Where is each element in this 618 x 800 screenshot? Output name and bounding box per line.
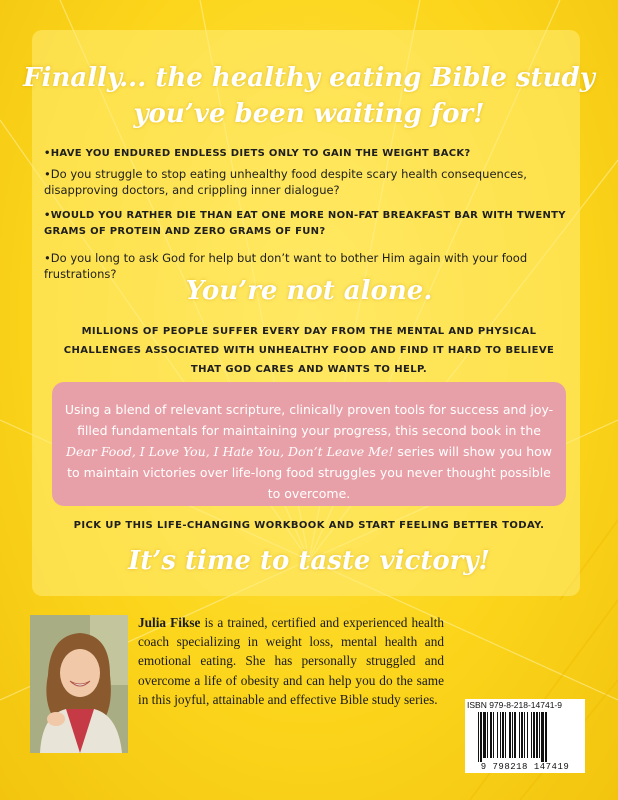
- barcode-bar: [487, 712, 488, 758]
- author-bio: [138, 613, 444, 709]
- bullet-breakfast-bar: •WOULD YOU RATHER DIE THAN EAT ONE MORE NON-FAT BREAKFAST BAR WITH TWENTY GRAMS OF PROTEIN AND ZERO GRAMS OF FUN?: [44, 210, 566, 237]
- barcode-bar: [541, 712, 544, 762]
- not-alone-heading: You’re not alone.: [185, 276, 433, 306]
- barcode-bar: [500, 712, 501, 758]
- barcode-bar: [478, 712, 479, 762]
- author-name: Julia Fikse: [138, 615, 201, 630]
- barcode-bar: [514, 712, 516, 758]
- headline-line-2: you’ve been waiting for!: [133, 99, 485, 129]
- barcode-bar: [480, 712, 482, 762]
- barcode-bar: [490, 712, 492, 758]
- barcode-bar: [539, 712, 540, 758]
- author-photo-illustration: [30, 615, 128, 753]
- pink-callout-intro: Using a blend of relevant scripture, clinically proven tools for success and joy-filled fundamentals for maintaining your progress, this second book in the: [64, 402, 554, 438]
- barcode-bar: [527, 712, 528, 758]
- barcode-bar: [536, 712, 538, 758]
- barcode-bars: [478, 712, 576, 762]
- series-title: Dear Food, I Love You, I Hate You, Don’t Leave Me!: [66, 444, 394, 459]
- barcode-bar: [519, 712, 520, 758]
- bullet-ask-god: •Do you long to ask God for help but don’t want to bother Him again with your food frustrations?: [44, 251, 528, 281]
- author-bio-text: is a trained, certified and experienced health coach specializing in weight loss, mental health and emotional eating. She has personally struggled and overcome a life of obesity and can help you do the same in this joyful, attainable and effective Bible study series.: [138, 615, 444, 707]
- pink-callout-text: [62, 399, 556, 504]
- millions-paragraph: MILLIONS OF PEOPLE SUFFER EVERY DAY FROM THE MENTAL AND PHYSICAL CHALLENGES ASSOCIATED WITH UNHEALTHY FOOD AND FIND IT HARD TO BELIEVE THAT GOD CARES AND WANTS TO HELP.: [63, 326, 555, 375]
- barcode-bar: [483, 712, 486, 758]
- victory-heading: It’s time to taste victory!: [128, 546, 490, 576]
- barcode-bar: [512, 712, 513, 758]
- barcode-bar: [497, 712, 498, 758]
- headline: [0, 60, 618, 132]
- barcode-bar: [545, 712, 547, 762]
- barcode-bar: [524, 712, 525, 758]
- barcode-bar: [502, 712, 504, 758]
- pink-callout-outro: series will show you how to maintain victories over life-long food struggles you never thought possible to overcome.: [67, 444, 552, 501]
- barcode-bar: [509, 712, 511, 758]
- barcode-bar: [505, 712, 506, 758]
- barcode-bar: [533, 712, 535, 758]
- pickup-callout: PICK UP THIS LIFE-CHANGING WORKBOOK AND START FEELING BETTER TODAY.: [73, 520, 545, 531]
- barcode-bar: [521, 712, 523, 758]
- bullet-diets: •HAVE YOU ENDURED ENDLESS DIETS ONLY TO GAIN THE WEIGHT BACK?: [44, 148, 471, 159]
- bullet-struggle: •Do you struggle to stop eating unhealthy food despite scary health consequences, disapproving doctors, and crippling inner dialogue?: [44, 167, 527, 197]
- author-photo: [30, 615, 128, 753]
- barcode-bar: [493, 712, 494, 758]
- barcode-number: 9 798218 147419: [480, 762, 570, 772]
- barcode-bar: [531, 712, 532, 758]
- headline-line-1: Finally... the healthy eating Bible study: [23, 63, 595, 93]
- isbn-label: ISBN 979-8-218-14741-9: [467, 700, 562, 710]
